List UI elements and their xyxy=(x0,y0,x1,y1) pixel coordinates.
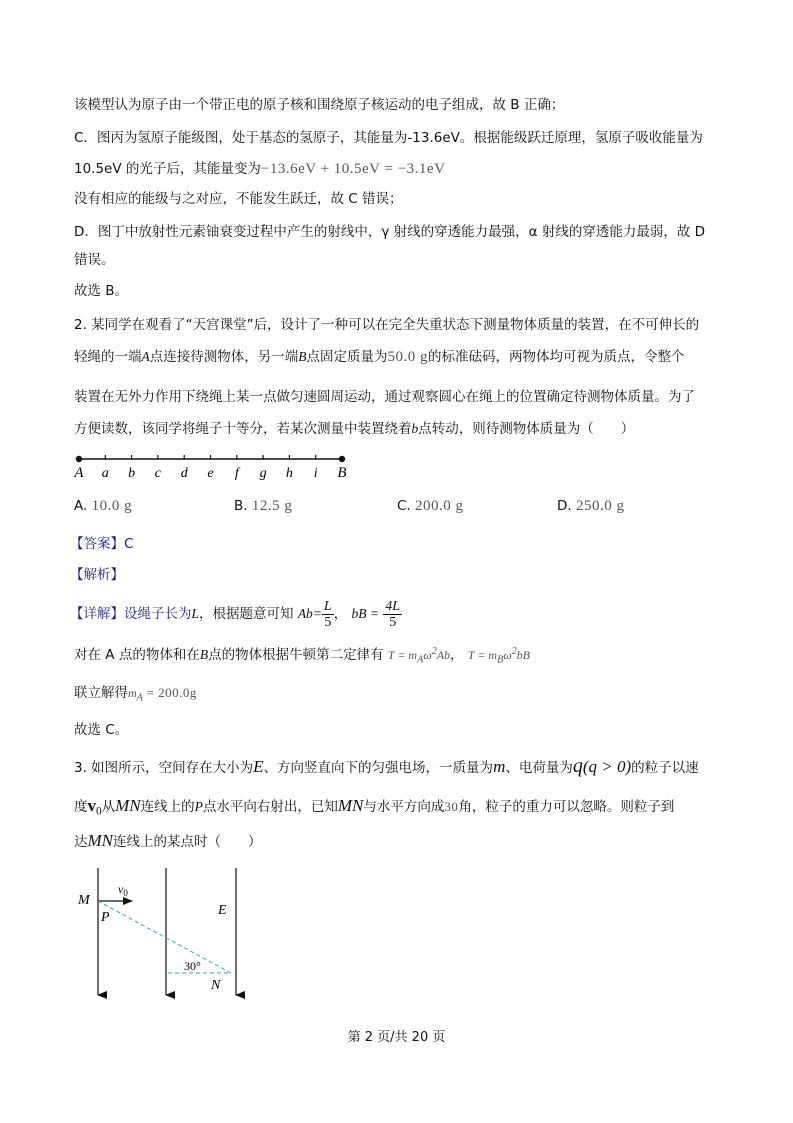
label-v0 xyxy=(118,882,128,898)
rope-label: d xyxy=(180,466,188,480)
newton-formula-a: $T = m_A\omega^2Ab$ xyxy=(387,646,451,666)
text-span: 从 xyxy=(101,799,116,815)
symbol-MN: MN xyxy=(87,831,113,850)
option-letter: C. xyxy=(397,498,411,514)
answer-label: 【答案】C xyxy=(70,536,134,552)
formula-sub: A xyxy=(136,692,143,704)
angle-value: 30 xyxy=(444,799,459,814)
newton-formula-b: $T = m_B\omega^2bB$ xyxy=(467,646,531,666)
formula-part: bB xyxy=(516,648,531,662)
option-value: 250.0 g xyxy=(575,498,625,514)
symbol-v-sub: 0 xyxy=(96,805,102,818)
label-N: N xyxy=(211,978,221,993)
text-span: 点的物体根据牛顿第二定律有 xyxy=(208,647,384,663)
analysis-label: 【解析】 xyxy=(70,567,124,583)
formula-sub: A xyxy=(417,654,424,666)
rope-label: b xyxy=(128,466,136,480)
q2-line-4 xyxy=(74,420,634,438)
rope-label: f xyxy=(234,466,239,480)
option-c[interactable] xyxy=(397,498,464,515)
option-value: 10.0 g xyxy=(91,498,133,514)
equation-ab-lhs: Ab= xyxy=(297,606,322,621)
q2-line-1: 2. 某同学在观看了“天宫课堂”后，设计了一种可以在完全失重状态下测量物体质量的装置，在不可伸长的 xyxy=(74,317,700,333)
q2-line-2 xyxy=(74,348,685,366)
symbol-E: E xyxy=(253,757,264,776)
text-span: 的标准砝码，两物体均可视为质点，令整个 xyxy=(428,349,685,365)
q2-line-3: 装置在无外力作用下绕绳上某一点做匀速圆周运动，通过观察圆心在绳上的位置确定待测物体质量。为了 xyxy=(74,389,695,405)
text-line: D．图丁中放射性元素铀衰变过程中产生的射线中，γ 射线的穿透能力最强，α 射线的穿透能力最弱，故 D xyxy=(74,224,706,240)
text-span: 度 xyxy=(74,799,88,815)
text-line: 没有相应的能级与之对应，不能发生跃迁，故 C 错误； xyxy=(74,191,403,207)
text-span: 点连接待测物体，另一端 xyxy=(149,349,299,365)
symbol-P: P xyxy=(194,799,203,814)
rope-label: B xyxy=(337,465,347,480)
q3-line-3 xyxy=(74,832,262,851)
solve-formula xyxy=(128,686,143,704)
text-span: 点水平向右射出，已知 xyxy=(202,799,338,815)
rope-label: A xyxy=(74,465,84,480)
text-span: 联立解得 xyxy=(74,685,128,701)
text-span: 点转动，则待测物体质量为（ ） xyxy=(418,421,635,437)
text-span: 10.5eV 的光子后，其能量变为 xyxy=(74,161,261,177)
symbol-B: B xyxy=(298,349,307,364)
q3-line-1 xyxy=(74,757,699,777)
fraction-bb xyxy=(383,599,402,630)
fraction-denominator: 5 xyxy=(389,614,397,630)
option-letter: B. xyxy=(234,498,248,514)
text-line: 故选 C。 xyxy=(74,722,129,738)
symbol-v: v xyxy=(87,796,96,815)
formula-part: ω xyxy=(503,648,512,662)
option-letter: A. xyxy=(74,498,88,514)
rope-label: a xyxy=(101,466,109,480)
text-span: 方便读数，该同学将绳子十等分，若某次测量中装置绕着 xyxy=(74,421,412,437)
label-v-sub: 0 xyxy=(123,888,128,898)
option-value: 12.5 g xyxy=(251,498,293,514)
page-footer: 第 2 页/共 20 页 xyxy=(347,1030,446,1045)
text-span: 轻绳的一端 xyxy=(74,349,142,365)
text-span: 3. 如图所示，空间存在大小为 xyxy=(74,760,254,776)
rope-label: h xyxy=(285,466,293,480)
text-line: 错误。 xyxy=(74,252,115,268)
symbol-m: m xyxy=(493,757,506,776)
text-span: 的粒子以速 xyxy=(631,760,699,776)
q3-line-2 xyxy=(74,797,674,821)
rope-label: c xyxy=(154,466,162,480)
text-span: 、电荷量为 xyxy=(505,760,573,776)
rope-endpoint xyxy=(76,456,82,462)
formula-part: Ab xyxy=(436,648,451,662)
option-value: 200.0 g xyxy=(415,498,464,514)
mn-dashed-line xyxy=(98,901,231,973)
rope-label: e xyxy=(207,466,214,480)
text-line: 该模型认为原子由一个带正电的原子核和围绕原子核运动的电子组成，故 B 正确； xyxy=(74,97,565,113)
charge-condition: (q > 0) xyxy=(582,757,632,776)
rope-diagram xyxy=(70,448,360,480)
formula-part: m xyxy=(128,686,137,700)
fraction-ab xyxy=(322,599,334,630)
formula-sub: B xyxy=(497,654,504,666)
mass-value: 50.0 g xyxy=(387,349,428,365)
text-span: 对在 A 点的物体和在 xyxy=(74,647,200,663)
rope-label: g xyxy=(259,466,267,480)
label-E: E xyxy=(218,903,227,918)
text-span: 角，粒子的重力可以忽略。则粒子到 xyxy=(458,799,675,815)
option-a[interactable] xyxy=(74,498,132,515)
text-line: 故选 B。 xyxy=(74,283,129,299)
solve-value: = 200.0g xyxy=(142,685,197,700)
rope-label: i xyxy=(313,466,318,480)
fraction-denominator: 5 xyxy=(324,614,332,630)
option-b[interactable] xyxy=(234,498,292,515)
symbol-B: B xyxy=(199,647,209,662)
detail-label: 【详解】设绳子长为 xyxy=(70,606,192,622)
solve-line xyxy=(74,684,197,707)
newton-line: 对在 A 点的物体和在B点的物体根据牛顿第二定律有 $T = m_A\omega^2Ab$， $T = m_B\omega^2bB$ xyxy=(74,646,531,666)
text-span: 点固定质量为 xyxy=(306,349,388,365)
option-d[interactable] xyxy=(557,498,624,515)
formula-part: T = m xyxy=(387,648,418,662)
fraction-numerator: 4L xyxy=(385,598,401,614)
symbol-q: q xyxy=(572,755,583,777)
label-P: P xyxy=(101,910,110,925)
rope-endpoint xyxy=(339,456,345,462)
label-M: M xyxy=(78,893,90,908)
equation-bb-lhs: bB = xyxy=(351,606,379,621)
text-span: 连线上的某点时（ ） xyxy=(113,834,262,850)
formula-part: T = m xyxy=(467,648,498,662)
symbol-A: A xyxy=(141,349,150,364)
symbol-b: b xyxy=(411,421,419,436)
text-span: 、方向竖直向下的匀强电场，一质量为 xyxy=(263,760,494,776)
detail-line: 【详解】设绳子长为L，根据题意可知 Ab= $\frac{L}{5}$ ， bB = $\frac{4L}{5}$ xyxy=(70,598,401,630)
formula-part: ω xyxy=(423,648,432,662)
label-angle: 30° xyxy=(184,959,201,973)
energy-formula: −13.6eV + 10.5eV = −3.1eV xyxy=(260,161,446,177)
symbol-MN: MN xyxy=(337,796,364,815)
symbol-MN: MN xyxy=(115,796,141,815)
text-line xyxy=(74,160,445,178)
symbol-L: L xyxy=(191,606,200,621)
option-letter: D. xyxy=(557,498,572,514)
text-line: C．图丙为氢原子能级图，处于基态的氢原子，其能量为-13.6eV。根据能级跃迁原理，氢原子吸收能量为 xyxy=(74,130,703,146)
text-span: ，根据题意可知 xyxy=(199,606,294,622)
label-v: v xyxy=(118,882,124,896)
text-span: 与水平方向成 xyxy=(363,799,445,815)
text-span: 达 xyxy=(74,834,88,850)
text-span: 连线上的 xyxy=(140,799,195,815)
field-diagram xyxy=(70,862,250,1002)
fraction-numerator: L xyxy=(323,598,332,614)
